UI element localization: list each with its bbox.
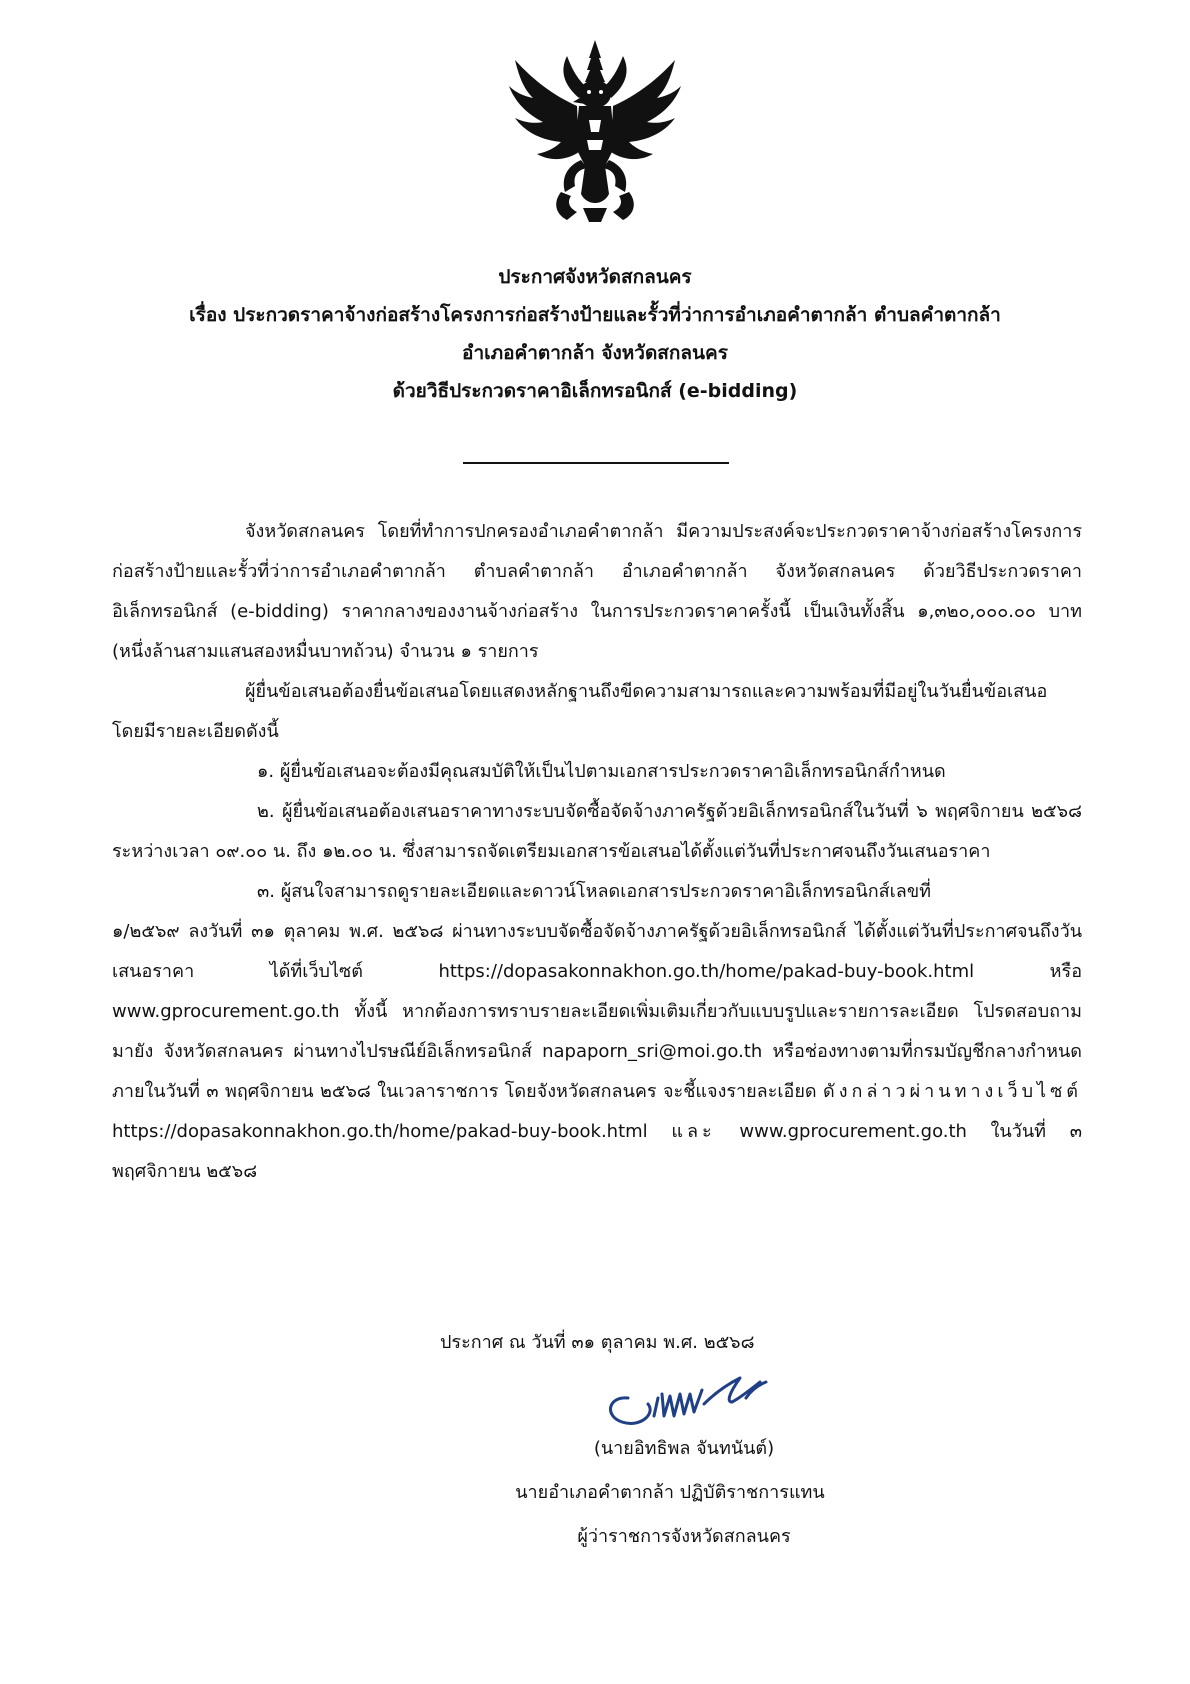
signer-office: ผู้ว่าราชการจังหวัดสกลนคร	[577, 1526, 791, 1547]
list-item-3-text: ๑/๒๕๖๙ ลงวันที่ ๓๑ ตุลาคม พ.ศ. ๒๕๖๘ ผ่านทางระบบจัดซื้อจัดจ้างภาครัฐด้วยอิเล็กทรอนิกส์ ได้ตั้งแต่วันที่ประกาศจนถึงวันเสนอราคา ได้ที่เว็บไซต์ https://dopasakonnakhon.go.th/home/pakad-buy-book.html หรือ www.gprocurement.go.th ทั้งนี้ หากต้องการทราบรายละเอียดเพิ่มเติมเกี่ยวกับแบบรูปและรายการละเอียด โปรดสอบถามมายัง จังหวัดสกลนคร ผ่านทางไปรษณีย์อิเล็กทรอนิกส์ napaporn_sri@moi.go.th หรือช่องทางตามที่กรมบัญชีกลางกำหนด ภายในวันที่ ๓ พฤศจิกายน ๒๕๖๘ ในเวลาราชการ โดยจังหวัดสกลนคร จะชี้แจงรายละเอียด	[112, 921, 1082, 1102]
list-item-3-spaced-text: ดังกล่าวผ่านทางเว็บไซต์	[823, 1081, 1082, 1102]
paragraph-requirements: ผู้ยื่นข้อเสนอต้องยื่นข้อเสนอโดยแสดงหลักฐานถึงขีดความสามารถและความพร้อมที่มีอยู่ในวันยื่นข้อเสนอ โดยมีรายละเอียดดังนี้	[112, 681, 1048, 742]
signature-block	[410, 1427, 930, 1559]
announcement-title: ประกาศจังหวัดสกลนคร	[498, 266, 692, 288]
list-item-3-detail	[112, 912, 1082, 1192]
title-divider	[463, 462, 729, 464]
garuda-emblem-icon	[505, 36, 685, 224]
list-item-1: ๑. ผู้ยื่นข้อเสนอจะต้องมีคุณสมบัติให้เป็นไปตามเอกสารประกวดราคาอิเล็กทรอนิกส์กำหนด	[257, 761, 946, 782]
conjunction-and: และ	[671, 1121, 716, 1142]
list-item-3-heading: ๓. ผู้สนใจสามารถดูรายละเอียดและดาวน์โหลดเอกสารประกวดราคาอิเล็กทรอนิกส์เลขที่	[257, 881, 932, 902]
announcement-method: ด้วยวิธีประกวดราคาอิเล็กทรอนิกส์ (e-bidding)	[392, 380, 798, 402]
signer-position: นายอำเภอคำตากล้า ปฏิบัติราชการแทน	[515, 1482, 825, 1503]
announcement-body	[112, 512, 1082, 1192]
website-link: https://dopasakonnakhon.go.th/home/pakad-buy-book.html	[112, 1121, 648, 1142]
signer-name: (นายอิทธิพล จันทนันต์)	[593, 1438, 775, 1459]
title-block	[0, 258, 1190, 410]
announcement-subject-line2: อำเภอคำตากล้า จังหวัดสกลนคร	[462, 342, 728, 364]
announce-date: ประกาศ ณ วันที่ ๓๑ ตุลาคม พ.ศ. ๒๕๖๘	[440, 1332, 755, 1353]
paragraph-intro: จังหวัดสกลนคร โดยที่ทำการปกครองอำเภอคำตากล้า มีความประสงค์จะประกวดราคาจ้างก่อสร้างโครงการก่อสร้างป้ายและรั้วที่ว่าการอำเภอคำตากล้า ตำบลคำตากล้า อำเภอคำตากล้า จังหวัดสกลนคร ด้วยวิธีประกวดราคาอิเล็กทรอนิกส์ (e-bidding) ราคากลางของงานจ้างก่อสร้าง ในการประกวดราคาครั้งนี้ เป็นเงินทั้งสิ้น ๑,๓๒๐,๐๐๐.๐๐ บาท (หนึ่งล้านสามแสนสองหมื่นบาทถ้วน) จำนวน ๑ รายการ	[112, 521, 1082, 662]
announcement-subject: เรื่อง ประกวดราคาจ้างก่อสร้างโครงการก่อสร้างป้ายและรั้วที่ว่าการอำเภอคำตากล้า ตำบลคำตากล้า	[189, 304, 1001, 326]
list-item-2: ๒. ผู้ยื่นข้อเสนอต้องเสนอราคาทางระบบจัดซื้อจัดจ้างภาครัฐด้วยอิเล็กทรอนิกส์ในวันที่ ๖ พฤศจิกายน ๒๕๖๘ ระหว่างเวลา ๐๙.๐๐ น. ถึง ๑๒.๐๐ น. ซึ่งสามารถจัดเตรียมเอกสารข้อเสนอได้ตั้งแต่วันที่ประกาศจนถึงวันเสนอราคา	[112, 801, 1082, 862]
list-item-3-end: www.gprocurement.go.th ในวันที่ ๓ พฤศจิกายน ๒๕๖๘	[112, 1121, 1082, 1182]
